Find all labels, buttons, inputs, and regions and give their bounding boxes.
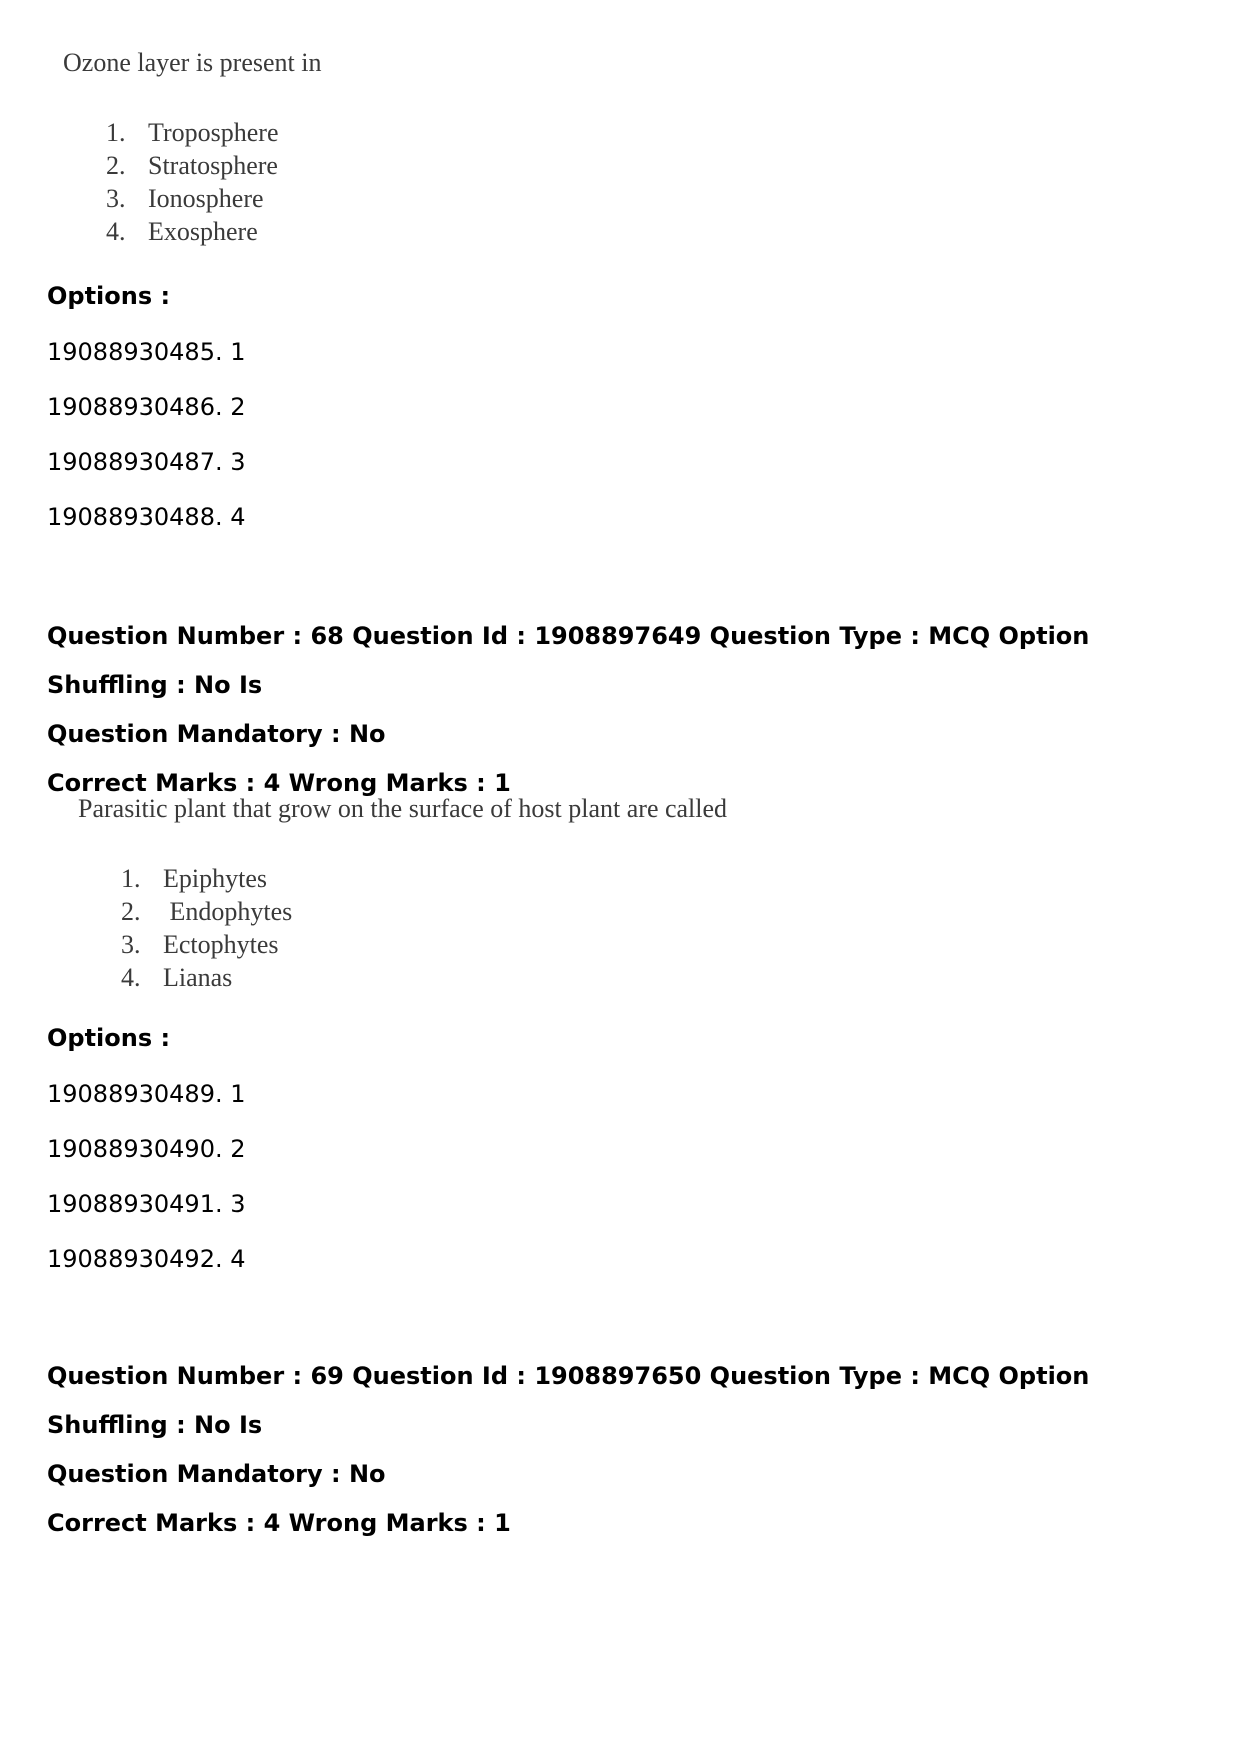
options-list: [47, 1078, 246, 1298]
question-marks: Correct Marks : 4 Wrong Marks : 1: [47, 1509, 511, 1537]
option-item: 19088930488. 4: [47, 503, 246, 531]
question-stem: Parasitic plant that grow on the surface of host plant are called: [78, 794, 728, 823]
choice-list: [121, 862, 292, 994]
choice-item: 2. Endophytes: [121, 897, 293, 926]
question-meta-line: Question Number : 68 Question Id : 1908897649 Question Type : MCQ Option Shuffling : No Is: [47, 622, 1090, 699]
option-item: 19088930485. 1: [47, 338, 246, 366]
choice-item: 1. Epiphytes: [121, 864, 267, 893]
choice-item: 4. Exosphere: [106, 217, 258, 246]
choice-item: 1. Troposphere: [106, 118, 279, 147]
option-item: 19088930489. 1: [47, 1080, 246, 1108]
option-item: 19088930487. 3: [47, 448, 246, 476]
question-stem: Ozone layer is present in: [63, 48, 322, 77]
question-meta-line: Question Mandatory : No: [47, 1460, 386, 1488]
question-meta-line: Question Number : 69 Question Id : 1908897650 Question Type : MCQ Option Shuffling : No Is: [47, 1362, 1090, 1439]
options-label: Options :: [47, 282, 171, 310]
question-meta: [47, 1352, 1207, 1548]
choice-list: [106, 116, 278, 248]
choice-item: 4. Lianas: [121, 963, 233, 992]
option-item: 19088930492. 4: [47, 1245, 246, 1273]
choice-item: 2. Stratosphere: [106, 151, 278, 180]
option-item: 19088930490. 2: [47, 1135, 246, 1163]
choice-item: 3. Ectophytes: [121, 930, 279, 959]
options-label: Options :: [47, 1024, 171, 1052]
choice-item: 3. Ionosphere: [106, 184, 264, 213]
question-meta-line: Question Mandatory : No: [47, 720, 386, 748]
option-item: 19088930491. 3: [47, 1190, 246, 1218]
option-item: 19088930486. 2: [47, 393, 246, 421]
question-marks: Correct Marks : 4 Wrong Marks : 1: [47, 769, 511, 797]
question-meta: [47, 612, 1207, 808]
options-list: [47, 336, 246, 556]
